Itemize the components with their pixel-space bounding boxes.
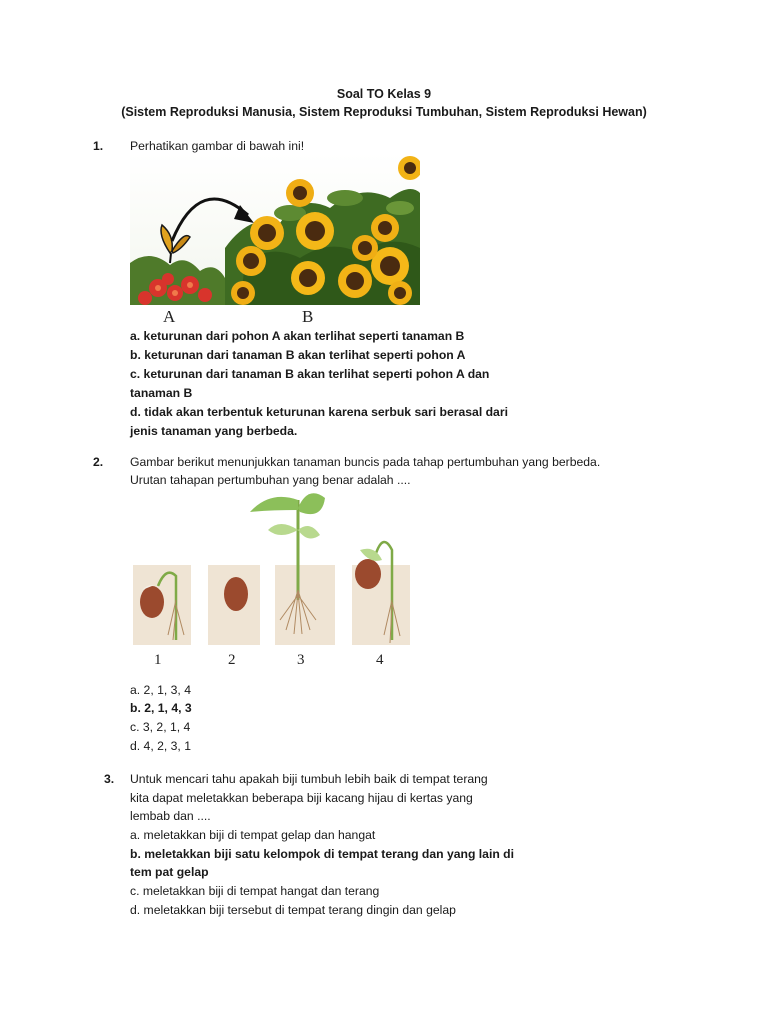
q2-option-a: a. 2, 1, 3, 4 xyxy=(130,683,191,697)
q2-option-d: d. 4, 2, 3, 1 xyxy=(130,739,191,753)
q1-option-c: c. keturunan dari tanaman B akan terlihat seperti pohon A dan xyxy=(130,367,490,381)
q3-option-b-cont: tem pat gelap xyxy=(130,865,209,879)
q3-option-c: c. meletakkan biji di tempat hangat dan terang xyxy=(130,884,380,898)
sunflower-butterfly-image xyxy=(130,153,420,305)
page-title: Soal TO Kelas 9 xyxy=(336,87,432,101)
stage-label-2: 2 xyxy=(228,652,236,668)
q1-option-c-cont: tanaman B xyxy=(130,386,193,400)
question-2-prompt-line2: Urutan tahapan pertumbuhan yang benar adalah .... xyxy=(130,473,411,487)
figure-label-a: A xyxy=(163,307,176,326)
q1-option-d: d. tidak akan terbentuk keturunan karena serbuk sari berasal dari xyxy=(130,405,508,419)
question-2-number: 2. xyxy=(93,455,104,469)
question-3-line-2: kita dapat meletakkan beberapa biji kacang hijau di kertas yang xyxy=(130,791,473,805)
stage-label-1: 1 xyxy=(154,652,162,668)
page-subtitle: (Sistem Reproduksi Manusia, Sistem Reproduksi Tumbuhan, Sistem Reproduksi Hewan) xyxy=(121,105,647,119)
stage-label-3: 3 xyxy=(297,652,305,668)
q2-option-c: c. 3, 2, 1, 4 xyxy=(130,720,191,734)
stage-label-4: 4 xyxy=(376,652,384,668)
question-1-prompt: Perhatikan gambar di bawah ini! xyxy=(130,139,305,153)
question-3-line-3: lembab dan .... xyxy=(130,809,211,823)
q1-option-b: b. keturunan dari tanaman B akan terlihat seperti pohon A xyxy=(130,348,466,362)
q1-option-d-cont: jenis tanaman yang berbeda. xyxy=(130,424,298,438)
bean-growth-stages-image xyxy=(130,490,420,650)
question-3-number: 3. xyxy=(104,772,115,786)
question-2-prompt-line1: Gambar berikut menunjukkan tanaman buncis pada tahap pertumbuhan yang berbeda. xyxy=(130,455,601,469)
question-3-line-1: Untuk mencari tahu apakah biji tumbuh lebih baik di tempat terang xyxy=(130,772,488,786)
q3-option-a: a. meletakkan biji di tempat gelap dan hangat xyxy=(130,828,376,842)
question-1-number: 1. xyxy=(93,139,104,153)
q3-option-d: d. meletakkan biji tersebut di tempat terang dingin dan gelap xyxy=(130,903,456,917)
figure-label-b: B xyxy=(302,307,314,326)
q3-option-b: b. meletakkan biji satu kelompok di tempat terang dan yang lain di xyxy=(130,847,514,861)
q1-option-a: a. keturunan dari pohon A akan terlihat seperti tanaman B xyxy=(130,329,465,343)
q2-option-b: b. 2, 1, 4, 3 xyxy=(130,701,192,715)
